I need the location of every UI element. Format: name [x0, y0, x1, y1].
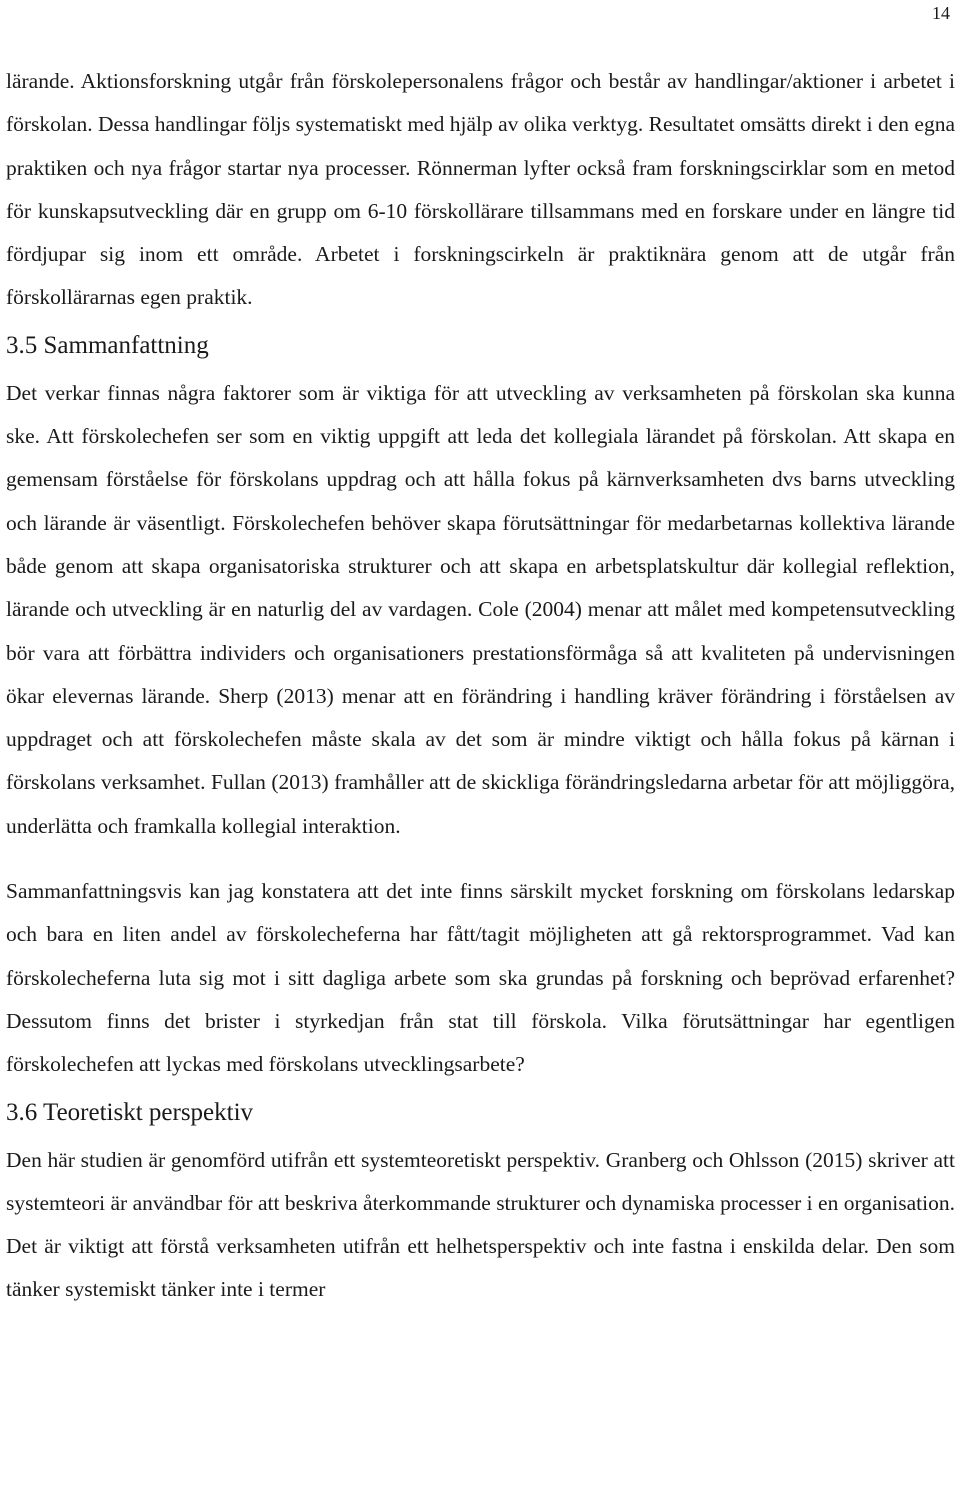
- paragraph-factors: Det verkar finnas några faktorer som är viktiga för att utveckling av verksamheten på förskolan ska kunna ske. Att förskolechefen ser som en viktig uppgift att leda det kollegiala lärandet på förskolan. Att skapa en gemensam förståelse för förskolans uppdrag och att hålla fokus på kärnverksamheten dvs barns utveckling och lärande är väsentligt. Förskolechefen behöver skapa förutsättningar för medarbetarnas kollektiva lärande både genom att skapa organisatoriska strukturer och att skapa en arbetsplatskultur där kollegial reflektion, lärande och utveckling är en naturlig del av vardagen. Cole (2004) menar att målet med kompetensutveckling bör vara att förbättra individers och organisationers prestationsförmåga så att kvaliteten på undervisningen ökar elevernas lärande. Sherp (2013) menar att en förändring i handling kräver förändring i förståelsen av uppdraget och att förskolechefen måste skala av det som är mindre viktigt och hålla fokus på kärnan i förskolans verksamhet. Fullan (2013) framhåller att de skickliga förändringsledarna arbetar för att möjliggöra, underlätta och framkalla kollegial interaktion.: [6, 380, 955, 838]
- paragraph-summary: Sammanfattningsvis kan jag konstatera att det inte finns särskilt mycket forskning om förskolans ledarskap och bara en liten andel av förskolecheferna har fått/tagit möjligheten att gå rektorsprogrammet. Vad kan förskolecheferna luta sig mot i sitt dagliga arbete som ska grundas på forskning och beprövad erfarenhet? Dessutom finns det brister i styrkedjan från stat till förskola. Vilka förutsättningar har egentligen förskolechefen att lyckas med förskolans utvecklingsarbete?: [6, 879, 955, 1077]
- heading-teoretiskt-perspektiv: 3.6 Teoretiskt perspektiv: [6, 1098, 254, 1126]
- heading-sammanfattning: 3.5 Sammanfattning: [6, 331, 209, 359]
- page-number: 14: [932, 3, 950, 23]
- paragraph-system-theory: Den här studien är genomförd utifrån ett systemteoretiskt perspektiv. Granberg och Ohlsson (2015) skriver att systemteori är användbar för att beskriva återkommande strukturer och dynamiska processer i en organisation. Det är viktigt att förstå verksamheten utifrån ett helhetsperspektiv och inte fastna i enskilda delar. Den som tänker systemiskt tänker inte i termer: [6, 1147, 955, 1302]
- paragraph-action-research: lärande. Aktionsforskning utgår från förskolepersonalens frågor och består av handlingar/aktioner i arbetet i förskolan. Dessa handlingar följs systematiskt med hjälp av olika verktyg. Resultatet omsätts direkt i den egna praktiken och nya frågor startar nya processer. Rönnerman lyfter också fram forskningscirklar som en metod för kunskapsutveckling där en grupp om 6-10 förskollärare tillsammans med en forskare under en längre tid fördjupar sig inom ett område. Arbetet i forskningscirkeln är praktiknära genom att de utgår från förskollärarnas egen praktik.: [6, 69, 955, 310]
- document-body: [6, 60, 955, 1312]
